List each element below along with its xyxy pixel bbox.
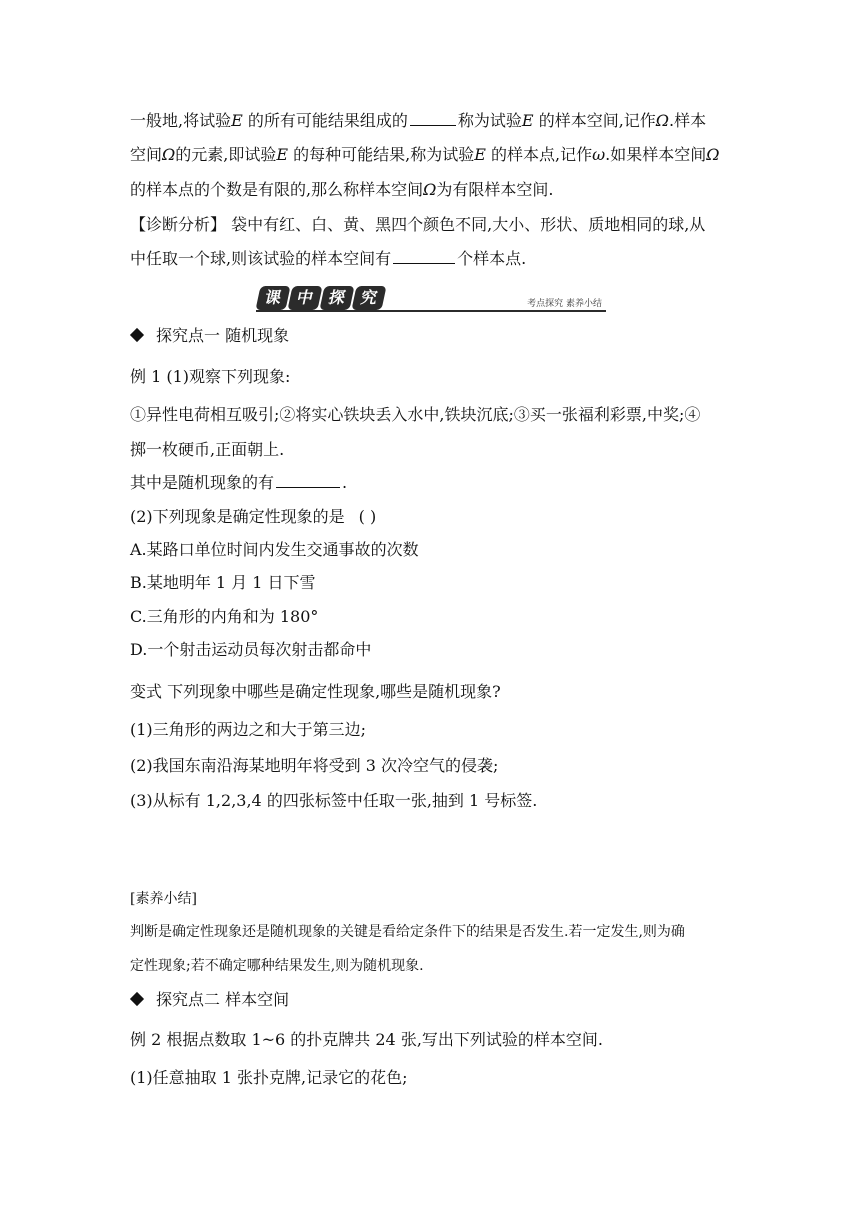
option-a: A.某路口单位时间内发生交通事故的次数 bbox=[130, 540, 419, 559]
banner-char: 课 bbox=[255, 286, 290, 310]
var-E: E bbox=[474, 145, 486, 164]
text: . bbox=[342, 473, 348, 492]
section-heading-1 bbox=[130, 326, 289, 346]
intro-line-1 bbox=[130, 111, 706, 131]
text: 其中是随机现象的有 bbox=[130, 473, 275, 492]
section-title: 探究点二 样本空间 bbox=[156, 990, 290, 1009]
section-banner bbox=[256, 286, 606, 312]
var-Omega: Ω bbox=[655, 111, 670, 130]
example1-items-1: ①异性电荷相互吸引;②将实心铁块丢入水中,铁块沉底;③买一张福利彩票,中奖;④ bbox=[130, 405, 701, 424]
example2-head: 例 2 根据点数取 1~6 的扑克牌共 24 张,写出下列试验的样本空间. bbox=[130, 1030, 603, 1049]
diagnosis-line-2 bbox=[130, 249, 526, 269]
text: 一般地,将试验 bbox=[130, 111, 232, 130]
text: 为有限样本空间. bbox=[436, 180, 554, 199]
variant-item-2: (2)我国东南沿海某地明年将受到 3 次冷空气的侵袭; bbox=[130, 756, 499, 775]
var-Omega: Ω bbox=[706, 145, 720, 164]
intro-line-3 bbox=[130, 180, 553, 200]
option-c: C.三角形的内角和为 180° bbox=[130, 607, 319, 626]
text: (2)下列现象是确定性现象的是 bbox=[130, 507, 345, 526]
example1-items-2: 掷一枚硬币,正面朝上. bbox=[130, 440, 285, 459]
text: 的样本空间,记作 bbox=[538, 111, 656, 130]
banner-rule bbox=[256, 310, 606, 312]
example1-q1 bbox=[130, 473, 347, 493]
summary-line-1: 判断是确定性现象还是随机现象的关键是看给定条件下的结果是否发生.若一定发生,则为确 bbox=[130, 924, 685, 940]
variant-head: 变式 下列现象中哪些是确定性现象,哪些是随机现象? bbox=[130, 682, 501, 701]
intro-line-2 bbox=[130, 145, 720, 165]
section-title: 探究点一 随机现象 bbox=[156, 326, 290, 345]
example1-head: 例 1 (1)观察下列现象: bbox=[130, 367, 291, 386]
diamond-bullet-icon bbox=[130, 992, 144, 1006]
diamond-bullet-icon bbox=[130, 328, 144, 342]
example2-item-1: (1)任意抽取 1 张扑克牌,记录它的花色; bbox=[130, 1068, 408, 1087]
diagnosis-line-1 bbox=[130, 215, 705, 235]
text: 的样本点的个数是有限的,那么称样本空间 bbox=[130, 180, 424, 199]
example1-q2 bbox=[130, 507, 376, 527]
option-b: B.某地明年 1 月 1 日下雪 bbox=[130, 573, 316, 592]
answer-blank[interactable] bbox=[393, 249, 455, 264]
text: 的元素,即试验 bbox=[175, 145, 277, 164]
banner-char: 究 bbox=[351, 286, 386, 310]
variant-item-3: (3)从标有 1,2,3,4 的四张标签中任取一张,抽到 1 号标签. bbox=[130, 791, 538, 810]
text: .样本 bbox=[669, 111, 707, 130]
var-E: E bbox=[231, 111, 243, 130]
banner-char: 中 bbox=[287, 286, 322, 310]
summary-line-2: 定性现象;若不确定哪种结果发生,则为随机现象. bbox=[130, 958, 424, 974]
text: 袋中有红、白、黄、黑四个颜色不同,大小、形状、质地相同的球,从 bbox=[231, 215, 706, 234]
banner-subtitle: 考点探究 素养小结 bbox=[527, 299, 602, 309]
answer-blank[interactable] bbox=[410, 111, 456, 126]
banner-char: 探 bbox=[319, 286, 354, 310]
summary-label: [素养小结] bbox=[130, 891, 197, 907]
answer-blank[interactable] bbox=[276, 473, 340, 488]
var-Omega: Ω bbox=[423, 180, 437, 199]
variant-item-1: (1)三角形的两边之和大于第三边; bbox=[130, 720, 367, 739]
text: 的样本点,记作 bbox=[491, 145, 593, 164]
text: 个样本点. bbox=[457, 249, 527, 268]
text: 称为试验 bbox=[457, 111, 522, 130]
option-d: D.一个射击运动员每次射击都命中 bbox=[130, 640, 372, 659]
var-E: E bbox=[276, 145, 289, 164]
diagnosis-label: 【诊断分析】 bbox=[130, 215, 227, 234]
text: 的所有可能结果组成的 bbox=[247, 111, 408, 130]
text: .如果样本空间 bbox=[605, 145, 707, 164]
text: 的每种可能结果,称为试验 bbox=[293, 145, 475, 164]
text: 空间 bbox=[130, 145, 163, 164]
var-E: E bbox=[521, 111, 534, 130]
answer-bracket[interactable]: ( ) bbox=[358, 507, 377, 526]
section-heading-2 bbox=[130, 990, 289, 1010]
var-Omega: Ω bbox=[162, 145, 176, 164]
text: 中任取一个球,则该试验的样本空间有 bbox=[130, 249, 392, 268]
var-omega: ω bbox=[592, 145, 606, 164]
